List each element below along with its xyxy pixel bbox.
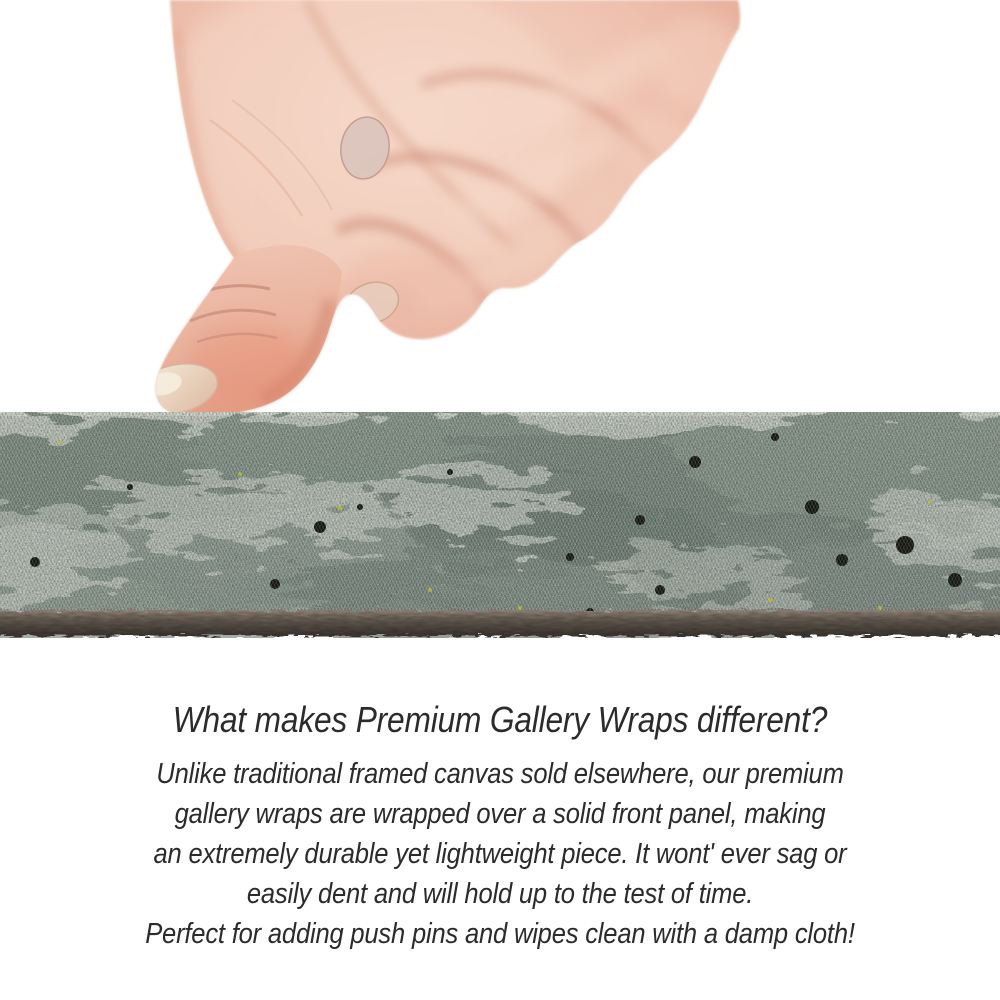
hero-photo-area <box>0 0 760 420</box>
hand-pressing-thumb-illustration <box>0 0 760 420</box>
info-line-4: easily dent and will hold up to the test of time. <box>246 878 754 910</box>
canvas-edge-strip <box>0 412 1000 638</box>
canvas-texture <box>0 412 1000 638</box>
canvas-texture-art <box>0 412 1000 638</box>
info-text-block <box>60 698 940 954</box>
info-line-2: gallery wraps are wrapped over a solid front panel, making <box>174 798 826 830</box>
info-line-1: Unlike traditional framed canvas sold elsewhere, our premium <box>156 758 844 790</box>
info-line-5: Perfect for adding push pins and wipes clean with a damp cloth! <box>145 918 855 950</box>
info-line-3: an extremely durable yet lightweight piece. It wont' ever sag or <box>153 838 847 870</box>
canvas-edge-band <box>0 610 1000 636</box>
info-heading: What makes Premium Gallery Wraps different? <box>172 699 828 740</box>
